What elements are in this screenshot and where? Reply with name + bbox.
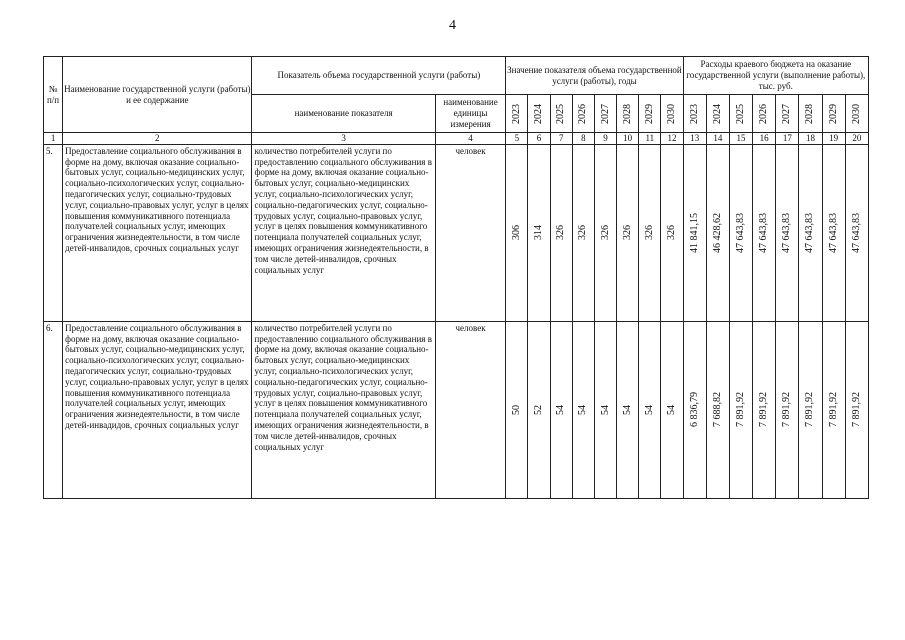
expense-value-cell: [799, 321, 822, 498]
unit-of-measure: человек: [435, 144, 506, 321]
values-year-label: 2028: [621, 103, 633, 124]
indicator-description: количество потребителей услуги по предоставлению социального обслуживания в форме на дому, включая оказание социально-бытовых услуг, социально-медицинских услуг, социально-психологических услуг, социально-педагогических услуг, социально-трудовых услуг, социально-правовых услуг, услуг в целях повышения коммуникативного потенциала получателей социальных услуг, имеющих ограничения жизнедеятельности, в том числе детей-инвалидов, срочных социальных услуг: [252, 321, 435, 498]
values-year-label: 2024: [533, 103, 545, 124]
header-col-no: № п/п: [44, 57, 63, 133]
volume-value-cell: [572, 321, 594, 498]
column-number: 9: [594, 133, 616, 145]
volume-value: 326: [555, 225, 567, 241]
values-year-header: [550, 95, 572, 133]
volume-value: 54: [621, 404, 633, 415]
service-description: Предоставление социального обслуживания в форме на дому, включая оказание социально-бытовых услуг, социально-медицинских услуг, социально-психологических услуг, социально-педагогических услуг, социально-трудовых услуг, социально-правовых услуг, услуг в целях повышения коммуникативного потенциала получателей социальных услуг, имеющих ограничения жизнедеятельности, в том числе детей-инвалидов, срочных социальных услуг: [63, 144, 252, 321]
expenses-year-header: [822, 95, 845, 133]
values-year-label: 2023: [510, 103, 522, 124]
volume-value: 50: [510, 404, 522, 415]
volume-value-cell: [506, 144, 528, 321]
expenses-year-header: [799, 95, 822, 133]
volume-value-cell: [594, 321, 616, 498]
expense-value-cell: [845, 321, 868, 498]
volume-value-cell: [594, 144, 616, 321]
volume-value: 54: [555, 404, 567, 415]
expense-value: 47 643,83: [781, 212, 793, 253]
column-number: 18: [799, 133, 822, 145]
expense-value: 7 891,92: [850, 392, 862, 428]
volume-value: 52: [533, 404, 545, 415]
unit-of-measure: человек: [435, 321, 506, 498]
column-number: 20: [845, 133, 868, 145]
header-indicator-name: наименование показателя: [252, 95, 435, 133]
column-number: 13: [683, 133, 706, 145]
values-year-header: [594, 95, 616, 133]
values-year-header: [572, 95, 594, 133]
volume-value: 326: [666, 225, 677, 241]
column-number: 12: [661, 133, 683, 145]
header-col-service-name: Наименование государственной услуги (работы) и ее содержание: [63, 57, 252, 133]
header-col-expenses: Расходы краевого бюджета на оказание государственной услуги (выполнение работы), тыс. руб.: [683, 57, 868, 95]
indicator-description: количество потребителей услуги по предоставлению социального обслуживания в форме на дому, включая оказание социально-бытовых услуг, социально-медицинских услуг, социально-психологических услуг, социально-педагогических услуг, социально-трудовых услуг, социально-правовых услуг, услуг в целях повышения коммуникативного потенциала получателей социальных услуг, имеющих ограничения жизнедеятельности, в том числе детей-инвалидов, срочных социальных услуг: [252, 144, 435, 321]
column-number: 1: [44, 133, 63, 145]
values-year-label: 2026: [577, 103, 589, 124]
expense-value-cell: [706, 321, 729, 498]
values-year-label: 2030: [666, 103, 677, 124]
expenses-year-label: 2029: [827, 103, 839, 124]
volume-value: 54: [599, 404, 611, 415]
column-number: 7: [550, 133, 572, 145]
services-table: [43, 56, 869, 499]
expense-value: 7 891,92: [735, 392, 746, 428]
header-col-values: Значение показателя объема государственной услуги (работы), годы: [506, 57, 683, 95]
expense-value: 7 891,92: [781, 392, 793, 428]
values-year-header: [506, 95, 528, 133]
expense-value-cell: [776, 321, 799, 498]
service-description: Предоставление социального обслуживания в форме на дому, включая оказание социально-бытовых услуг, социально-медицинских услуг, социально-психологических услуг, социально-педагогических услуг, социально-трудовых услуг, социально-правовых услуг, услуг в целях повышения коммуникативного потенциала получателей социальных услуг, имеющих ограничения жизнедеятельности, в том числе детей-инвадидов, срочных социальных услуг: [63, 321, 252, 498]
expense-value: 47 643,83: [758, 212, 770, 253]
volume-value-cell: [550, 321, 572, 498]
volume-value-cell: [572, 144, 594, 321]
expense-value: 47 643,83: [804, 212, 816, 253]
column-number: 16: [753, 133, 776, 145]
expenses-year-label: 2030: [850, 103, 862, 124]
values-year-label: 2029: [643, 103, 655, 124]
volume-value: 54: [577, 404, 589, 415]
volume-value-cell: [506, 321, 528, 498]
expense-value-cell: [822, 321, 845, 498]
column-number: 2: [63, 133, 252, 145]
column-number: 15: [729, 133, 752, 145]
expense-value: 7 891,92: [827, 392, 839, 428]
expense-value: 7 891,92: [804, 392, 816, 428]
expenses-year-header: [729, 95, 752, 133]
expense-value-cell: [683, 321, 706, 498]
column-number: 17: [776, 133, 799, 145]
values-year-header: [528, 95, 550, 133]
volume-value-cell: [617, 321, 639, 498]
volume-value-cell: [550, 144, 572, 321]
expense-value-cell: [845, 144, 868, 321]
volume-value-cell: [617, 144, 639, 321]
expenses-year-label: 2028: [804, 103, 816, 124]
expenses-year-header: [753, 95, 776, 133]
column-number: 19: [822, 133, 845, 145]
expense-value: 41 841,15: [688, 212, 700, 253]
expense-value-cell: [683, 144, 706, 321]
expense-value-cell: [776, 144, 799, 321]
expense-value-cell: [729, 144, 752, 321]
expense-value: 47 643,83: [850, 212, 862, 253]
expenses-year-label: 2025: [735, 103, 746, 124]
column-number: 10: [617, 133, 639, 145]
volume-value: 306: [510, 225, 522, 241]
values-year-header: [617, 95, 639, 133]
volume-value-cell: [528, 321, 550, 498]
expenses-year-header: [845, 95, 868, 133]
volume-value: 54: [643, 404, 655, 415]
expense-value: 7 891,92: [758, 392, 770, 428]
values-year-header: [661, 95, 683, 133]
expense-value: 46 428,62: [711, 212, 723, 253]
volume-value-cell: [661, 321, 683, 498]
volume-value: 314: [533, 225, 545, 241]
column-number: 6: [528, 133, 550, 145]
volume-value-cell: [661, 144, 683, 321]
expense-value: 6 836,79: [688, 392, 700, 428]
volume-value: 326: [621, 225, 633, 241]
expense-value: 47 643,83: [735, 212, 746, 253]
row-number: 5.: [44, 144, 63, 321]
row-number: 6.: [44, 321, 63, 498]
column-number: 8: [572, 133, 594, 145]
expenses-year-label: 2026: [758, 103, 770, 124]
column-number: 14: [706, 133, 729, 145]
expense-value-cell: [729, 321, 752, 498]
expense-value-cell: [753, 144, 776, 321]
column-number: 5: [506, 133, 528, 145]
volume-value-cell: [639, 144, 661, 321]
expense-value-cell: [822, 144, 845, 321]
column-number: 4: [435, 133, 506, 145]
column-number: 3: [252, 133, 435, 145]
column-number: 11: [639, 133, 661, 145]
volume-value: 326: [577, 225, 589, 241]
values-year-header: [639, 95, 661, 133]
expenses-year-header: [776, 95, 799, 133]
volume-value: 54: [666, 404, 677, 415]
expenses-year-label: 2024: [711, 103, 723, 124]
expense-value-cell: [753, 321, 776, 498]
header-col-indicator: Показатель объема государственной услуги (работы): [252, 57, 506, 95]
header-unit: наименование единицы измерения: [435, 95, 506, 133]
expenses-year-header: [683, 95, 706, 133]
expense-value: 47 643,83: [827, 212, 839, 253]
expense-value-cell: [706, 144, 729, 321]
volume-value-cell: [639, 321, 661, 498]
expense-value-cell: [799, 144, 822, 321]
expenses-year-label: 2023: [688, 103, 700, 124]
volume-value: 326: [643, 225, 655, 241]
volume-value: 326: [599, 225, 611, 241]
expenses-year-header: [706, 95, 729, 133]
page-number: 4: [449, 18, 456, 33]
volume-value-cell: [528, 144, 550, 321]
values-year-label: 2027: [599, 103, 611, 124]
expense-value: 7 688,82: [711, 392, 723, 428]
values-year-label: 2025: [555, 103, 567, 124]
expenses-year-label: 2027: [781, 103, 793, 124]
